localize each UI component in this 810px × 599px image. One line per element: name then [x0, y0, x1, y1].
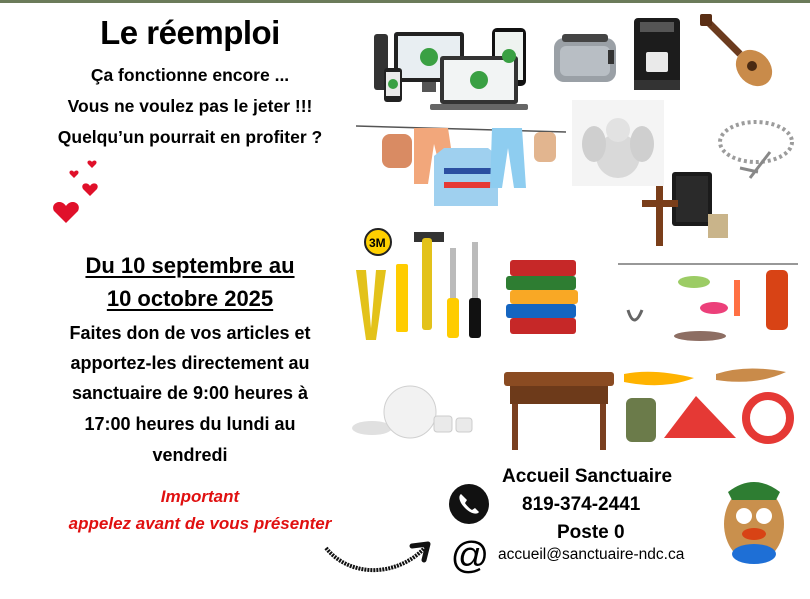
- page-title: Le réemploi: [100, 14, 280, 51]
- camping-gear-image: [620, 352, 796, 446]
- ukulele-image: [698, 12, 780, 94]
- books-image: [500, 254, 590, 340]
- crucifix-bible-image: [632, 166, 736, 248]
- coffee-maker-image: [630, 14, 686, 94]
- important-text: appelez avant de vous présenter: [68, 514, 332, 533]
- intro-line-2: Vous ne voulez pas le jeter !!!: [67, 96, 313, 116]
- top-border: [0, 0, 810, 3]
- table-image: [500, 368, 618, 454]
- hearts-decoration: [44, 156, 106, 232]
- toaster-image: [548, 26, 624, 90]
- body-line-4: 17:00 heures du lundi au: [84, 414, 296, 434]
- important-label: Important: [160, 487, 240, 506]
- contact-extension: Poste 0: [557, 522, 625, 543]
- heart-icon: [82, 183, 97, 196]
- fishing-gear-image: [618, 260, 798, 352]
- dates-line-1: Du 10 septembre au: [85, 253, 295, 278]
- clothesline-image: [356, 112, 566, 212]
- dishes-image: [350, 384, 478, 440]
- at-icon: @: [450, 535, 489, 577]
- heart-icon: [87, 161, 96, 168]
- tools-image: [352, 228, 502, 342]
- contact-name: Accueil Sanctuaire: [502, 466, 673, 487]
- tape-label: 3M: [369, 236, 386, 250]
- heart-icon: [69, 171, 78, 178]
- arrow-icon: [322, 528, 442, 584]
- potato-toy-image: [698, 462, 808, 572]
- dates-line-2: 10 octobre 2025: [106, 286, 274, 311]
- body-line-1: Faites don de vos articles et: [69, 323, 311, 343]
- contact-email: accueil@sanctuaire-ndc.ca: [498, 546, 685, 563]
- heart-icon: [53, 202, 79, 223]
- contact-phone: 819-374-2441: [522, 494, 641, 515]
- body-line-5: vendredi: [152, 445, 228, 465]
- phone-icon: [448, 483, 490, 525]
- body-line-3: sanctuaire de 9:00 heures à: [71, 383, 309, 403]
- body-line-2: apportez-les directement au: [70, 353, 310, 373]
- intro-line-1: Ça fonctionne encore ...: [90, 65, 290, 85]
- intro-line-3: Quelqu’un pourrait en profiter ?: [57, 127, 323, 147]
- electronics-image: [370, 18, 540, 114]
